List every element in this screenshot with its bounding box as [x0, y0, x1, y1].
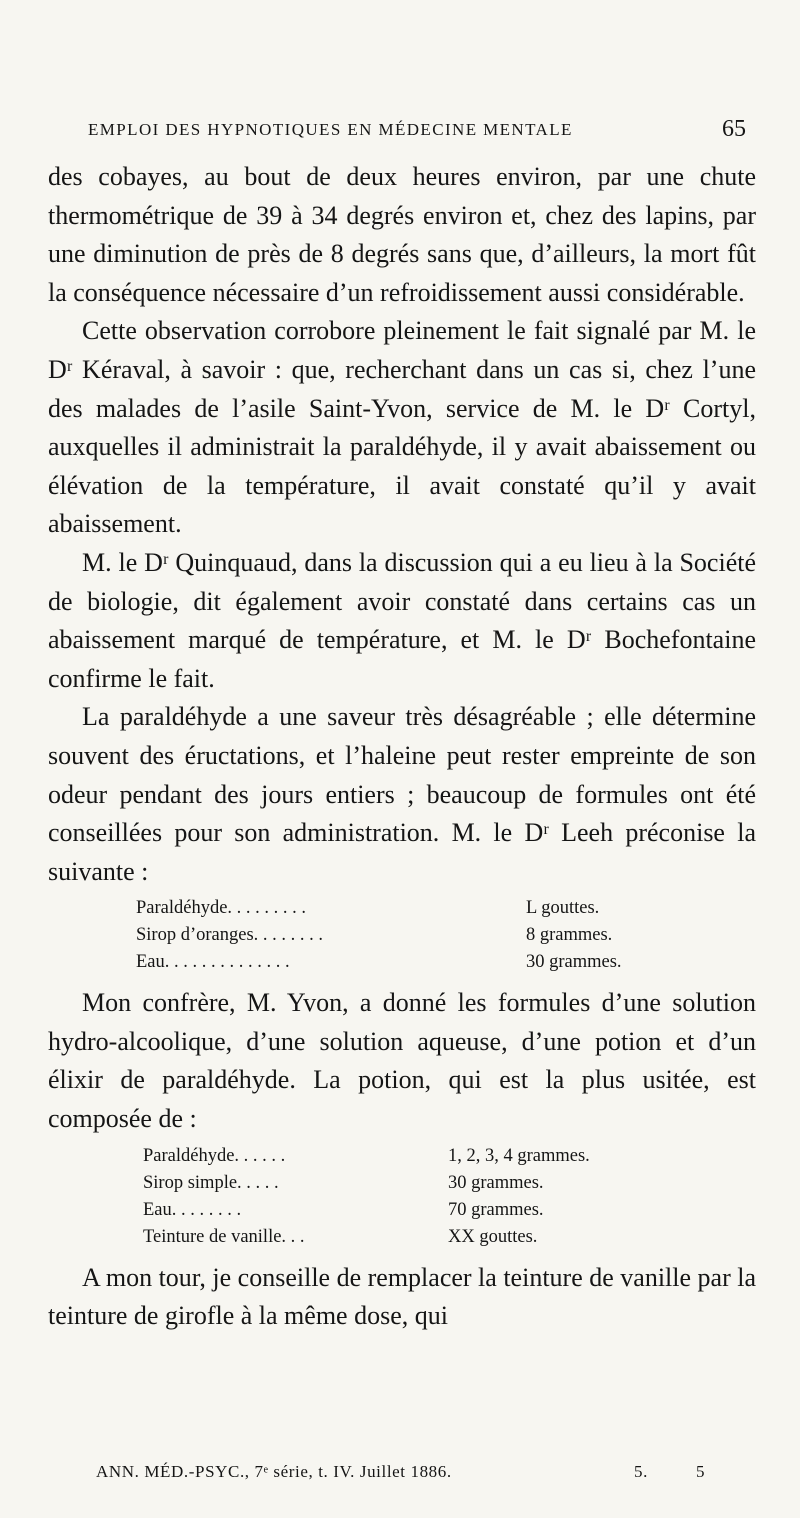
signature-mark: 5. — [634, 1462, 648, 1481]
recipe-yvon — [48, 1143, 756, 1251]
ingredient-name: Eau. . . . . . . . — [143, 1199, 242, 1220]
running-title: EMPLOI DES HYPNOTIQUES EN MÉDECINE MENTALE — [88, 120, 573, 139]
ingredient-quantity: 8 grammes. — [526, 925, 613, 946]
recipe-row — [48, 922, 756, 949]
ingredient-quantity: XX gouttes. — [448, 1226, 538, 1247]
ingredient-name: Paraldéhyde. . . . . . — [143, 1145, 286, 1166]
ingredient-quantity: 30 grammes. — [448, 1172, 544, 1193]
recipe-row — [48, 1197, 756, 1224]
recipe-leeh — [48, 895, 756, 976]
recipe-row — [48, 1143, 756, 1170]
page-number: 65 — [722, 116, 746, 142]
ingredient-name: Teinture de vanille. . . — [143, 1226, 305, 1247]
signature-mark-2: 5 — [696, 1462, 706, 1481]
journal-citation: ANN. MÉD.-PSYC., 7ᵉ série, t. IV. Juillet 1886. — [96, 1462, 452, 1481]
ingredient-name: Eau. . . . . . . . . . . . . . — [136, 952, 290, 973]
paragraph-3: M. le Dʳ Quinquaud, dans la discussion qui a eu lieu à la Société de biologie, dit également avoir constaté dans certains cas un abaissement marqué de température, et M. le Dʳ Bochefontaine confirme le fait. — [48, 547, 756, 693]
paragraph-2: Cette observation corrobore pleinement le fait signalé par M. le Dʳ Kéraval, à savoir : que, recherchant dans un cas si, chez l’une des malades de l’asile Saint-Yvon, service de M. le Dʳ Cortyl, auxquelles il administrait la paraldéhyde, il y avait abaissement ou élévation de la température, il avait constaté qu’il y avait abaissement. — [48, 316, 756, 539]
recipe-row — [48, 1224, 756, 1251]
recipe-row — [48, 1170, 756, 1197]
ingredient-quantity: 1, 2, 3, 4 grammes. — [448, 1145, 590, 1166]
ingredient-quantity: 70 grammes. — [448, 1199, 544, 1220]
paragraph-5: Mon confrère, M. Yvon, a donné les formules d’une solution hydro-alcoolique, d’une solution aqueuse, d’une potion et d’un élixir de paraldéhyde. La potion, qui est la plus usitée, est composée de : — [48, 988, 756, 1134]
recipe-row — [48, 895, 756, 922]
ingredient-name: Paraldéhyde. . . . . . . . . — [136, 898, 307, 919]
running-header — [88, 116, 746, 146]
recipe-row — [48, 949, 756, 976]
ingredient-quantity: 30 grammes. — [526, 952, 622, 973]
ingredient-name: Sirop simple. . . . . — [143, 1172, 279, 1193]
paragraph-6: A mon tour, je conseille de remplacer la teinture de vanille par la teinture de girofle à la même dose, qui — [48, 1262, 756, 1331]
paragraph-1: des cobayes, au bout de deux heures environ, par une chute thermométrique de 39 à 34 degrés environ et, chez des lapins, par une diminution de près de 8 degrés sans que, d’ailleurs, la mort fût la conséquence nécessaire d’un refroidissement aussi considérable. — [48, 162, 756, 307]
ingredient-quantity: L gouttes. — [526, 898, 600, 919]
page-body — [48, 158, 756, 1336]
ingredient-name: Sirop d’oranges. . . . . . . . — [136, 925, 324, 946]
paragraph-4: La paraldéhyde a une saveur très désagréable ; elle détermine souvent des éructations, et l’haleine peut rester empreinte de son odeur pendant des jours entiers ; beaucoup de formules ont été conseillées pour son administration. M. le Dʳ Leeh préconise la suivante : — [48, 702, 756, 886]
